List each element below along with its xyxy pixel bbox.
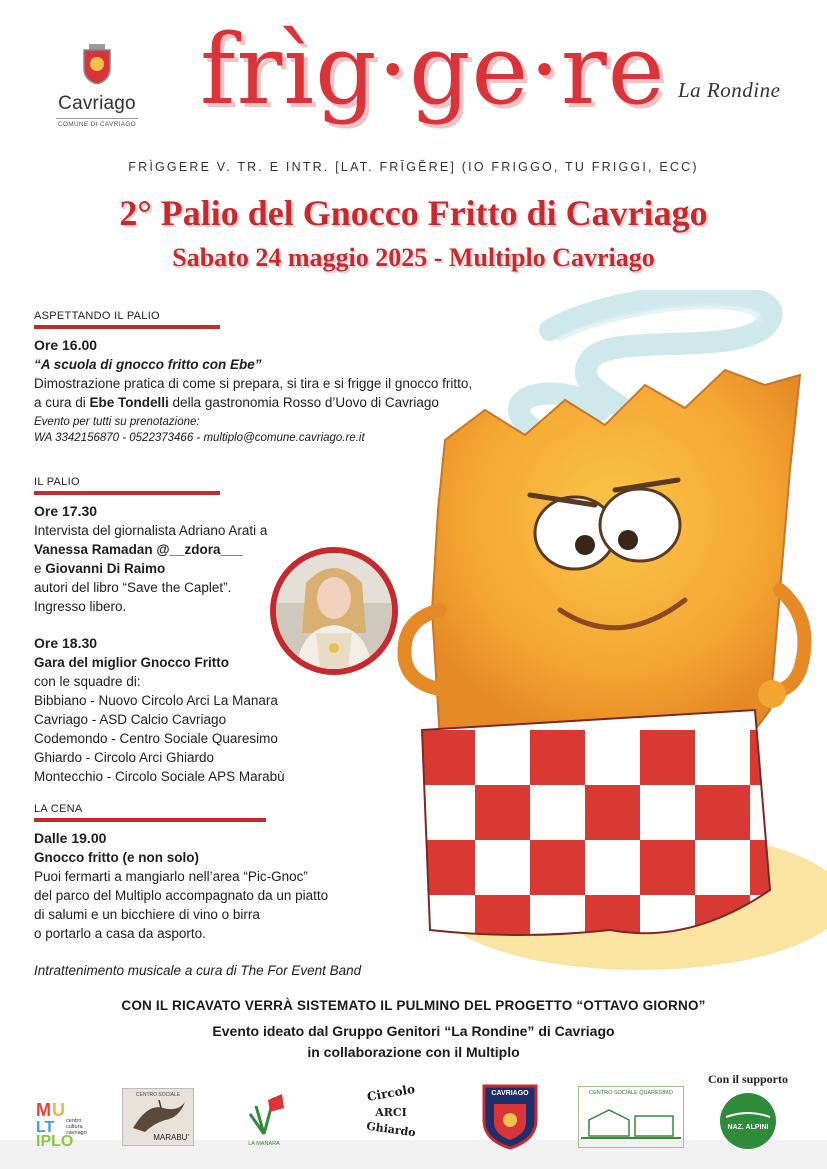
- event-name: “A scuola di gnocco fritto con Ebe”: [34, 357, 262, 372]
- section-dinner: [34, 803, 361, 980]
- dinner-line: o portarlo a casa da asporto.: [34, 926, 206, 941]
- manara-icon: [236, 1086, 292, 1136]
- arci-top-label: Circolo: [365, 1081, 417, 1105]
- section-label: IL PALIO: [34, 476, 80, 488]
- svg-text:IPLO: IPLO: [36, 1133, 74, 1146]
- guest-portrait: [270, 547, 398, 675]
- event-subtitle: Sabato 24 maggio 2025 - Multiplo Cavriago: [172, 243, 655, 272]
- section-label: ASPETTANDO IL PALIO: [34, 310, 160, 322]
- support-label: Con il supporto: [707, 1072, 789, 1086]
- municipality-subtitle: COMUNE DI CAVRIAGO: [56, 118, 138, 128]
- dinner-line: Puoi fermarti a mangiarlo nell’area “Pic-Gnoc”: [34, 869, 308, 884]
- guest-name: Vanessa Ramadan @__zdora___: [34, 542, 244, 557]
- section-waiting: [34, 310, 472, 446]
- municipality-name: Cavriago: [58, 93, 136, 114]
- dinner-line: di salumi e un bicchiere di vino o birra: [34, 907, 260, 922]
- arci-ghiardo-logo: [356, 1081, 426, 1150]
- event-time: Dalle 19.00: [34, 830, 107, 846]
- alpini-badge-icon: [718, 1091, 778, 1151]
- footer-credits: [0, 1021, 827, 1063]
- partner-logo: La Rondine: [678, 78, 781, 102]
- credit-suffix: della gastronomia Rosso d’Uovo di Cavriago: [168, 395, 439, 410]
- svg-text:M: M: [36, 1100, 51, 1120]
- contest-name: Gara del miglior Gnocco Fritto: [34, 655, 230, 670]
- svg-text:LT: LT: [36, 1119, 55, 1136]
- svg-text:U: U: [52, 1100, 65, 1120]
- page-title: frìg·ge·re: [200, 14, 666, 126]
- conjunction: e: [34, 561, 46, 576]
- section-palio: [34, 476, 285, 786]
- definition-line: FRÌGGERE V. TR. E INTR. [LAT. FRĪGĔRE] (IO FRIGGO, TU FRIGGI, ECC): [128, 160, 699, 174]
- arci-mid-label: ARCI: [375, 1106, 407, 1119]
- teams-intro: con le squadre di:: [34, 674, 141, 689]
- multiplo-logo: [36, 1096, 94, 1146]
- quaresimo-name: CENTRO SOCIALE QUARESIMO: [589, 1090, 673, 1096]
- alpini-name: NAZ. ALPINI: [727, 1124, 769, 1131]
- right-eye: [600, 489, 680, 561]
- marabu-small-label: CENTRO SOCIALE: [135, 1092, 181, 1098]
- footer-organizer: Evento ideato dal Gruppo Genitori “La Rondine” di Cavriago: [212, 1023, 615, 1039]
- team-item: Montecchio - Circolo Sociale APS Marabù: [34, 769, 285, 784]
- section-label: LA CENA: [34, 803, 83, 815]
- team-item: Ghiardo - Circolo Arci Ghiardo: [34, 750, 215, 765]
- booking-note: Evento per tutti su prenotazione:: [34, 416, 200, 428]
- team-item: Cavriago - ASD Calcio Cavriago: [34, 712, 227, 727]
- guest-second: Giovanni Di Raimo: [45, 561, 166, 576]
- multiplo-tagline: centro cultura cavriago: [66, 1118, 87, 1136]
- municipality-logo: [56, 44, 138, 128]
- marabu-name: MARABU': [153, 1133, 189, 1142]
- team-item: Bibbiano - Nuovo Circolo Arci La Manara: [34, 693, 278, 708]
- credit-prefix: a cura di: [34, 395, 90, 410]
- event-description-credit: [34, 393, 472, 412]
- footer-announcement: CON IL RICAVATO VERRÀ SISTEMATO IL PULMINO DEL PROGETTO “OTTAVO GIORNO”: [121, 998, 706, 1013]
- event-time: Ore 16.00: [34, 337, 98, 353]
- alpini-logo: [706, 1072, 790, 1152]
- marabu-logo: [122, 1088, 194, 1146]
- entertainment-line: Intrattenimento musicale a cura di The For Event Band: [34, 963, 362, 978]
- event-time: Ore 18.30: [34, 635, 98, 651]
- event-time: Ore 17.30: [34, 503, 98, 519]
- portrait-image: [276, 553, 392, 669]
- building-icon: [579, 1096, 683, 1144]
- credit-person: Ebe Tondelli: [89, 395, 169, 410]
- manara-logo: [236, 1086, 292, 1148]
- section-divider: [34, 818, 266, 822]
- quaresimo-logo: [578, 1086, 684, 1148]
- booking-contacts: WA 3342156870 - 0522373466 - multiplo@comune.cavriago.re.it: [34, 432, 365, 444]
- arci-bottom-label: Ghiardo: [365, 1119, 417, 1140]
- dinner-name: Gnocco fritto (e non solo): [34, 850, 199, 865]
- dinner-line: del parco del Multiplo accompagnato da un piatto: [34, 888, 329, 903]
- calcio-cavriago-logo: [480, 1082, 540, 1150]
- footer-collaboration: in collaborazione con il Multiplo: [307, 1044, 520, 1060]
- entry-line: Ingresso libero.: [34, 599, 127, 614]
- section-divider: [34, 325, 220, 329]
- calcio-name: CAVRIAGO: [491, 1090, 529, 1097]
- interview-line: Intervista del giornalista Adriano Arati a: [34, 523, 268, 538]
- event-title: 2° Palio del Gnocco Fritto di Cavriago: [119, 193, 708, 233]
- manara-name: LA MANARA: [248, 1141, 280, 1147]
- book-line: autori del libro “Save the Caplet”.: [34, 580, 232, 595]
- guest-name-2: [34, 559, 285, 578]
- sponsor-logos: [0, 1072, 827, 1169]
- section-divider: [34, 491, 220, 495]
- event-description: Dimostrazione pratica di come si prepara, si tira e si frigge il gnocco fritto,: [34, 376, 473, 391]
- team-item: Codemondo - Centro Sociale Quaresimo: [34, 731, 278, 746]
- bird-icon: [123, 1098, 193, 1134]
- cavriago-crest-icon: [81, 44, 113, 84]
